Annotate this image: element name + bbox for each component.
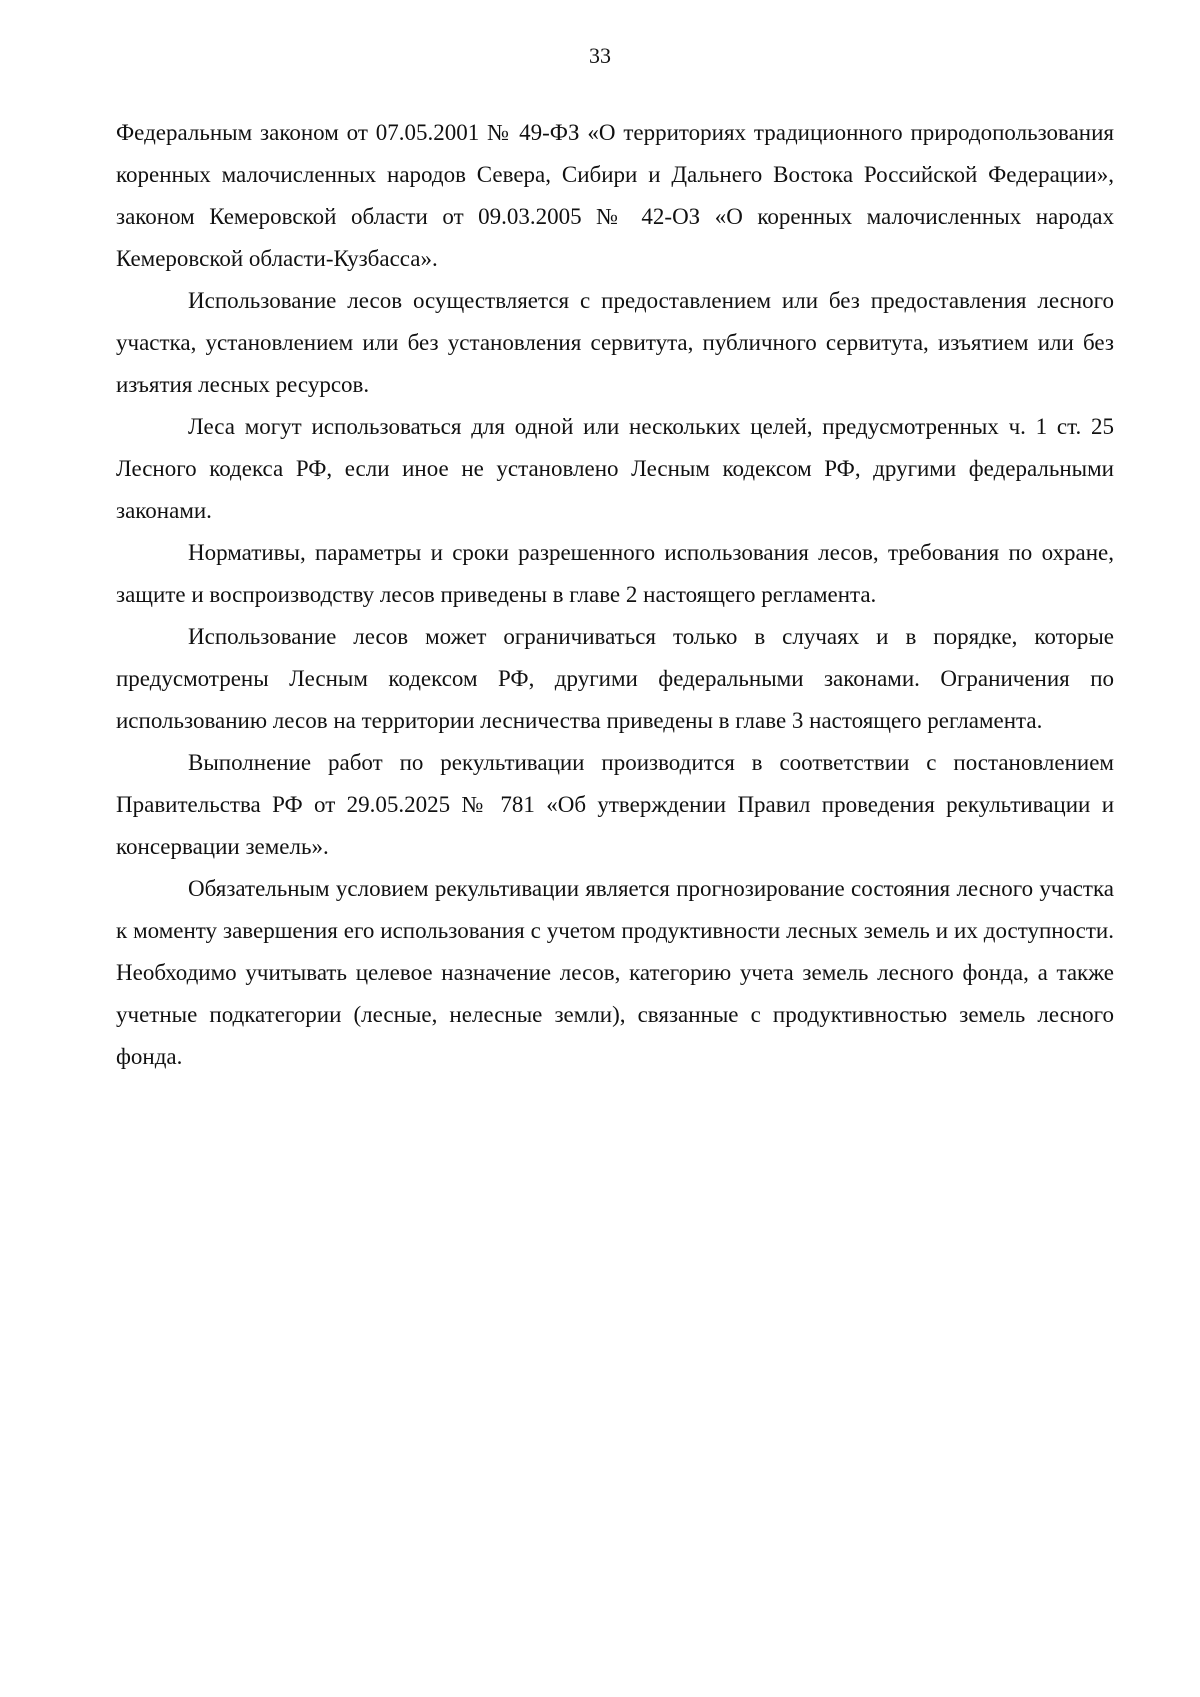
paragraph-use-restrictions: Использование лесов может ограничиваться только в случаях и в порядке, которые предусмотрены Лесным кодексом РФ, другими федеральными законами. Ограничения по использованию лесов на территории лесничества приведены в главе 3 настоящего регламента. — [116, 624, 1114, 733]
paragraph-continuation: Федеральным законом от 07.05.2001 № 49-ФЗ «О территориях традиционного природопользования коренных малочисленных народов Севера, Сибири и Дальнего Востока Российской Федерации», законом Кемеровской области от 09.03.2005 № 42-ОЗ «О коренных малочисленных народах Кемеровской области-Кузбасса». — [116, 120, 1114, 271]
page-number: 33 — [589, 43, 611, 68]
paragraph-recultivation-condition: Обязательным условием рекультивации является прогнозирование состояния лесного участка к моменту завершения его использования с учетом продуктивности лесных земель и их доступности. Необходимо учитывать целевое назначение лесов, категорию учета земель лесного фонда, а также учетные подкатегории (лесные, нелесные земли), связанные с продуктивностью земель лесного фонда. — [116, 876, 1114, 1069]
paragraph-recultivation-works: Выполнение работ по рекультивации производится в соответствии с постановлением Правительства РФ от 29.05.2025 № 781 «Об утверждении Правил проведения рекультивации и консервации земель». — [116, 750, 1114, 859]
paragraph-forest-use-methods: Использование лесов осуществляется с предоставлением или без предоставления лесного участка, установлением или без установления сервитута, публичного сервитута, изъятием или без изъятия лесных ресурсов. — [116, 288, 1114, 397]
document-body — [116, 112, 1114, 1078]
paragraph-forest-use-purposes: Леса могут использоваться для одной или нескольких целей, предусмотренных ч. 1 ст. 25 Лесного кодекса РФ, если иное не установлено Лесным кодексом РФ, другими федеральными законами. — [116, 414, 1114, 523]
paragraph-norms-and-terms: Нормативы, параметры и сроки разрешенного использования лесов, требования по охране, защите и воспроизводству лесов приведены в главе 2 настоящего регламента. — [116, 540, 1114, 607]
